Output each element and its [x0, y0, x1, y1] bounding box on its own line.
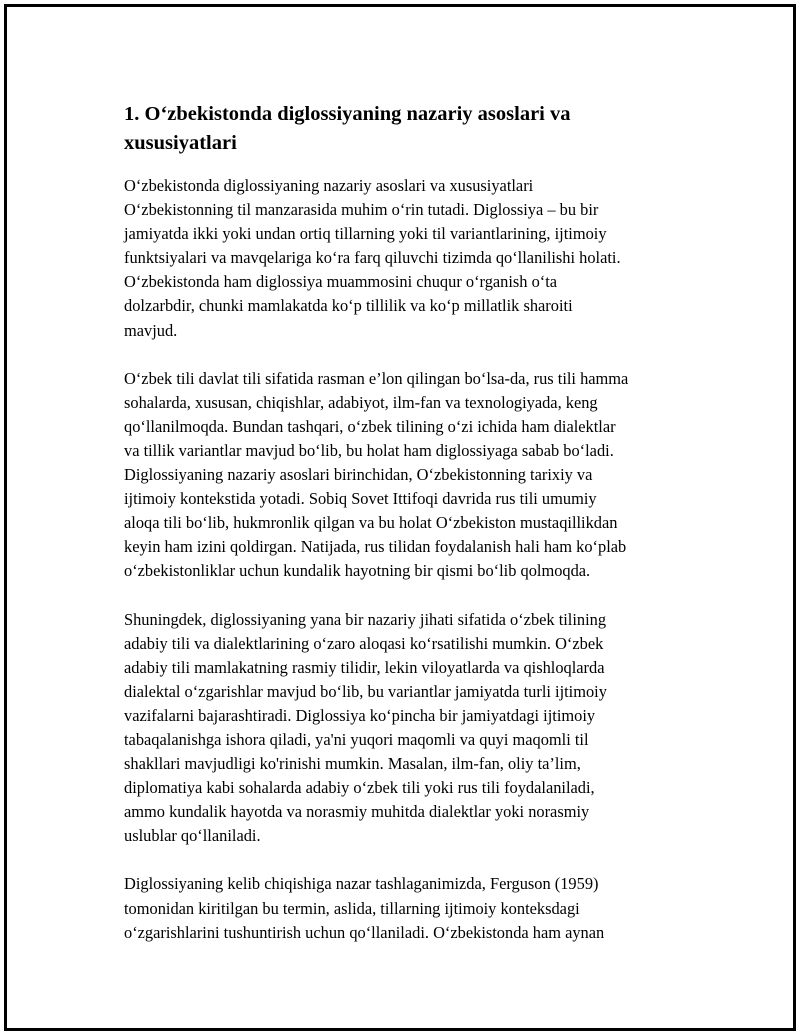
text-line: tabaqalanishga ishora qiladi, ya'ni yuqori maqomli va quyi maqomli til	[124, 729, 589, 749]
text-line: dolzarbdir, chunki mamlakatda ko‘p tillilik va ko‘p millatlik sharoiti	[124, 296, 573, 316]
text-line: sohalarda, xususan, chiqishlar, adabiyot, ilm-fan va texnologiyada, keng	[124, 392, 598, 412]
text-line: O‘zbekistonda ham diglossiya muammosini chuqur o‘rganish o‘ta	[124, 272, 558, 292]
text-line: o‘zgarishlarini tushuntirish uchun qo‘llaniladi. O‘zbekistonda ham aynan	[124, 922, 605, 942]
section-heading	[124, 100, 694, 158]
text-line: vazifalarni bajarashtiradi. Diglossiya ko‘pincha bir jamiyatdagi ijtimoiy	[124, 705, 596, 725]
paragraph-2	[124, 367, 694, 584]
text-line: uslublar qo‘llaniladi.	[124, 826, 261, 846]
text-line: qo‘llanilmoqda. Bundan tashqari, o‘zbek tilining o‘zi ichida ham dialektlar	[124, 416, 616, 436]
text-line: keyin ham izini qoldirgan. Natijada, rus tilidan foydalanish hali ham ko‘plab	[124, 537, 627, 557]
text-line: dialektal o‘zgarishlar mavjud bo‘lib, bu variantlar jamiyatda turli ijtimoiy	[124, 681, 607, 701]
text-line: o‘zbekistonliklar uchun kundalik hayotning bir qismi bo‘lib qolmoqda.	[124, 561, 591, 581]
page-frame	[4, 4, 796, 1031]
text-line: va tillik variantlar mavjud bo‘lib, bu holat ham diglossiyaga sabab bo‘ladi.	[124, 440, 614, 460]
text-line: shakllari mavjudligi ko'rinishi mumkin. Masalan, ilm-fan, oliy ta’lim,	[124, 754, 581, 774]
text-line: Diglossiyaning kelib chiqishiga nazar tashlaganimizda, Ferguson (1959)	[124, 874, 599, 894]
heading-line: 1. O‘zbekistonda diglossiyaning nazariy asoslari va	[124, 103, 571, 125]
text-line: Diglossiyaning nazariy asoslari birinchidan, O‘zbekistonning tarixiy va	[124, 465, 593, 485]
text-line: ijtimoiy kontekstida yotadi. Sobiq Sovet Ittifoqi davrida rus tili umumiy	[124, 489, 597, 509]
paragraph-3	[124, 608, 694, 849]
paragraph-1	[124, 174, 694, 343]
text-line: jamiyatda ikki yoki undan ortiq tillarning yoki til variantlarining, ijtimoiy	[124, 224, 607, 244]
text-line: adabiy tili mamlakatning rasmiy tilidir, lekin viloyatlarda va qishloqlarda	[124, 657, 605, 677]
text-line: O‘zbekistonda diglossiyaning nazariy asoslari va xususiyatlari	[124, 176, 534, 195]
text-line: funktsiyalari va mavqelariga ko‘ra farq qiluvchi tizimda qo‘llanilishi holati.	[124, 248, 621, 268]
text-line: adabiy tili va dialektlarining o‘zaro aloqasi ko‘rsatilishi mumkin. O‘zbek	[124, 633, 604, 653]
text-line: O‘zbek tili davlat tili sifatida rasman e’lon qilingan bo‘lsa-da, rus tili hamma	[124, 368, 629, 388]
text-line: O‘zbekistonning til manzarasida muhim o‘rin tutadi. Diglossiya – bu bir	[124, 200, 599, 220]
text-line: aloqa tili bo‘lib, hukmronlik qilgan va bu holat O‘zbekiston mustaqillikdan	[124, 513, 618, 533]
text-line: diplomatiya kabi sohalarda adabiy o‘zbek tili yoki rus tili foydalaniladi,	[124, 778, 595, 798]
text-line: ammo kundalik hayotda va norasmiy muhitda dialektlar yoki norasmiy	[124, 802, 590, 822]
paragraph-4	[124, 872, 694, 944]
text-line: Shuningdek, diglossiyaning yana bir nazariy jihati sifatida o‘zbek tilining	[124, 609, 607, 629]
text-line: mavjud.	[124, 320, 178, 340]
text-line: tomonidan kiritilgan bu termin, aslida, tillarning ijtimoiy konteksdagi	[124, 898, 580, 918]
document-body	[124, 100, 694, 969]
heading-line: xususiyatlari	[124, 132, 237, 154]
